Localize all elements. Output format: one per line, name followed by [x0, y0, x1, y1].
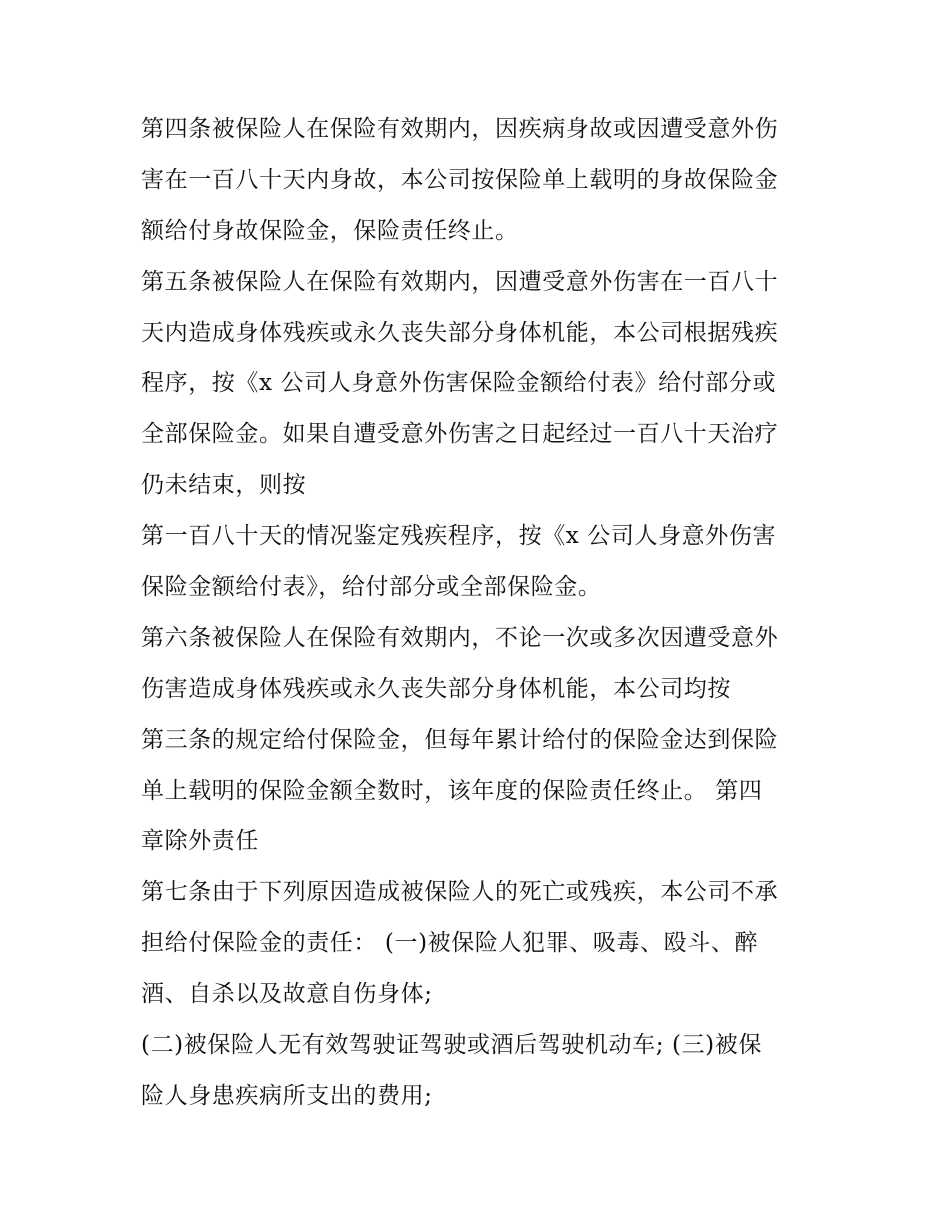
text-line: 额给付身故保险金，保险责任终止。: [141, 217, 519, 244]
text-line: 害在一百八十天内身故，本公司按保险单上载明的身故保险金: [141, 166, 779, 193]
text-line: 伤害造成身体残疾或永久丧失部分身体机能，本公司均按: [141, 675, 731, 702]
text-line: 担给付保险金的责任： (一)被保险人犯罪、吸毒、殴斗、醉: [141, 930, 759, 957]
text-line: 全部保险金。如果自遭受意外伤害之日起经过一百八十天治疗: [141, 421, 779, 448]
text-line: 单上载明的保险金额全数时，该年度的保险责任终止。 第四: [141, 777, 763, 804]
text-line: 程序，按《x 公司人身意外伤害保险金额给付表》给付部分或: [141, 370, 777, 397]
text-line: 酒、自杀以及故意自伤身体;: [141, 981, 433, 1008]
text-line: 第一百八十天的情况鉴定残疾程序，按《x 公司人身意外伤害: [141, 523, 777, 550]
text-line: 第四条被保险人在保险有效期内，因疾病身故或因遭受意外伤: [141, 116, 779, 142]
text-line: 天内造成身体残疾或永久丧失部分身体机能，本公司根据残疾: [141, 319, 779, 346]
text-line: 险人身患疾病所支出的费用;: [141, 1082, 433, 1109]
text-line: (二)被保险人无有效驾驶证驾驶或酒后驾驶机动车; (三)被保: [141, 1032, 762, 1059]
text-line: 第五条被保险人在保险有效期内，因遭受意外伤害在一百八十: [141, 268, 779, 295]
text-line: 第七条由于下列原因造成被保险人的死亡或残疾，本公司不承: [141, 879, 779, 906]
text-line: 第六条被保险人在保险有效期内，不论一次或多次因遭受意外: [141, 624, 779, 651]
text-line: 仍未结束，则按: [141, 472, 307, 499]
text-line: 保险金额给付表》，给付部分或全部保险金。: [141, 574, 602, 601]
text-line: 章除外责任: [141, 828, 259, 855]
document-body: [141, 104, 821, 1122]
text-line: 第三条的规定给付保险金，但每年累计给付的保险金达到保险: [141, 726, 779, 753]
